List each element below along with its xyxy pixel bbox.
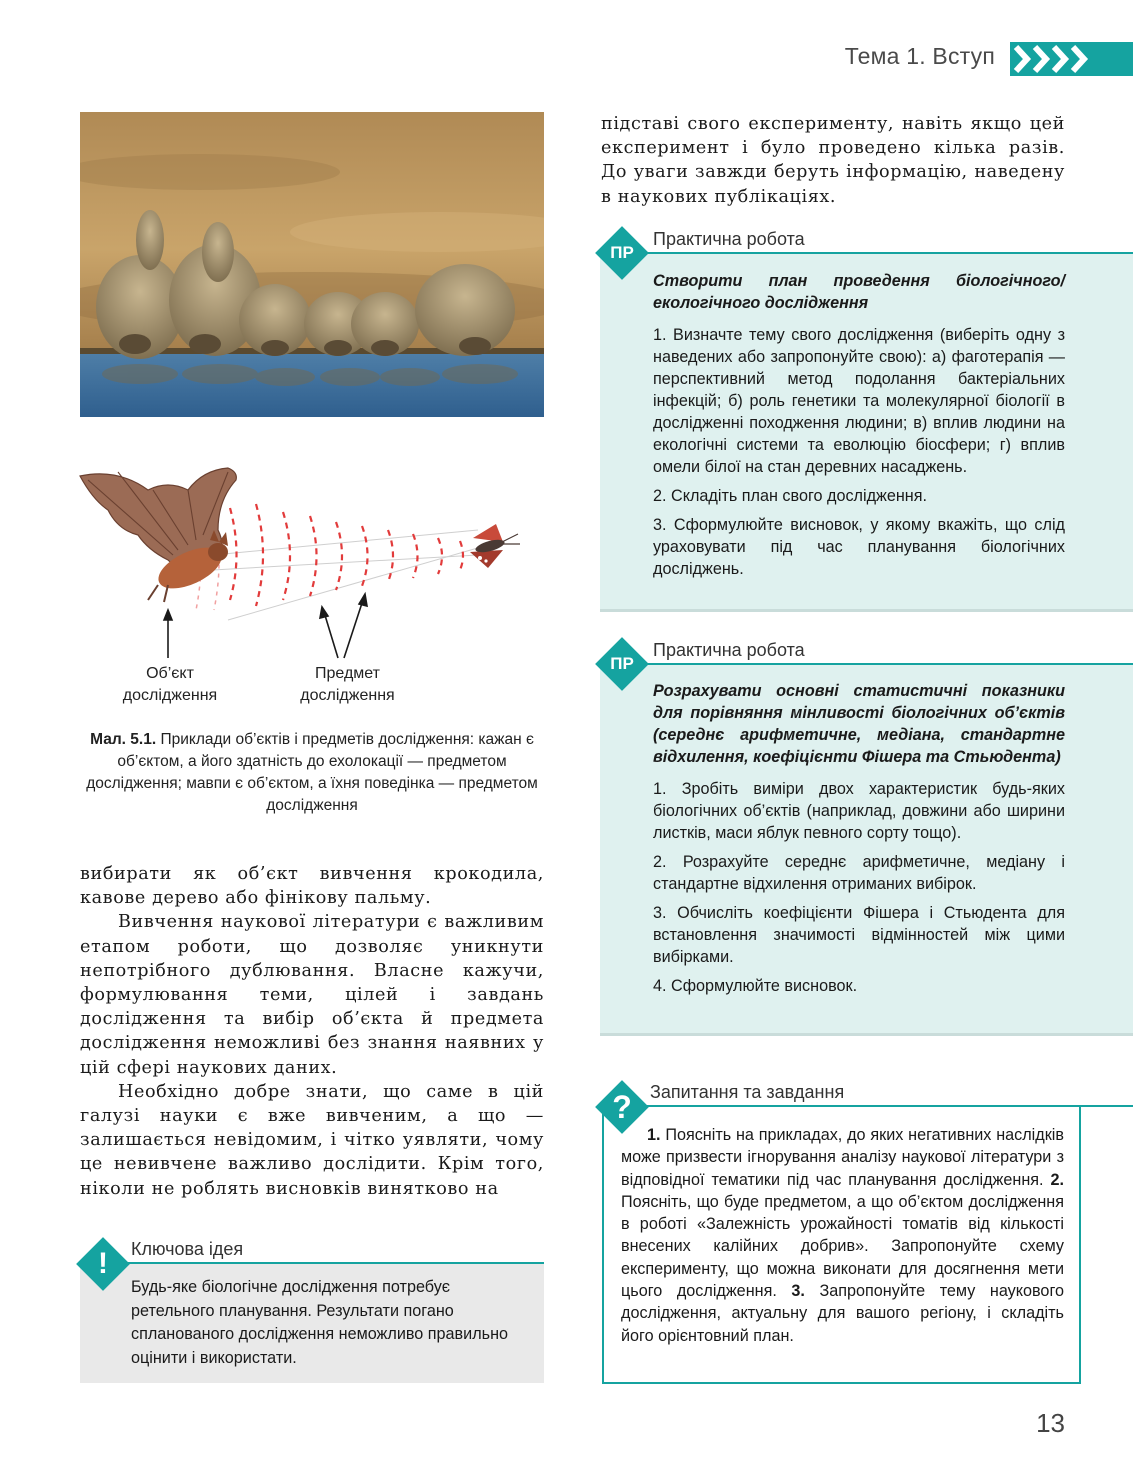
page-number: 13 bbox=[1036, 1408, 1065, 1438]
right-body-text bbox=[601, 112, 1065, 209]
practical-step: 1. Визначте тему свого дослідження (виберіть одну з наведених або запропонуйте свою): а) фаготерапія — перспективний метод подолання бактеріальних інфекцій; б) роль генетики та молекулярної біології в дослідженні походження людини; в) вплив людини на екологічні системи та еволюцію біосфери; г) вплив омели білої на стан деревних насаджень. bbox=[653, 326, 1065, 476]
practical-step: 2. Складіть план свого дослідження. bbox=[653, 487, 928, 505]
left-body-text bbox=[80, 862, 544, 1201]
questions-title: Запитання та завдання bbox=[650, 1082, 845, 1102]
object-label-line1: Об’єкт bbox=[146, 665, 194, 682]
baboons-drinking-photo bbox=[80, 112, 544, 417]
practical-work-2-content bbox=[653, 680, 1065, 1004]
question-number: 3. bbox=[791, 1282, 805, 1301]
practical-work-1-divider bbox=[600, 252, 1133, 254]
chapter-title: Тема 1. Вступ bbox=[844, 43, 995, 69]
subject-label bbox=[285, 663, 410, 707]
practical-badge-label: ПР bbox=[610, 654, 634, 673]
object-label-line2: дослідження bbox=[122, 687, 218, 704]
subject-label-line1: Предмет bbox=[315, 665, 380, 682]
object-label bbox=[110, 663, 230, 707]
question-text: Поясніть на прикладах, до яких негативних наслідків може призвести ігнорування аналізу наукової літератури з відповідної тематики під час планування дослідження. bbox=[621, 1126, 1064, 1189]
practical-task: Розрахувати основні статистичні показники для порівняння мінливості біологічних об’єктів (середнє арифметичне, медіана, стандартне відхилення, коефіцієнти Фішера та Стьюдента) bbox=[653, 682, 1065, 766]
body-paragraph: підставі свого експерименту, навіть якщо цей експеримент і було проведено кілька разів. До уваги завжди беруть інформацію, наведену в наукових публікаціях. bbox=[601, 114, 1065, 207]
practical-step: 4. Сформулюйте висновок. bbox=[653, 977, 858, 995]
practical-work-1-title: Практична робота bbox=[653, 229, 805, 249]
practical-work-2-divider bbox=[600, 663, 1133, 665]
practical-step: 3. Обчисліть коефіцієнти Фішера і Стьюдента для встановлення значимості відмінностей між цими вибірками. bbox=[653, 904, 1065, 966]
practical-work-1-content bbox=[653, 270, 1065, 587]
questions-divider bbox=[602, 1105, 1133, 1107]
practical-step: 2. Розрахуйте середнє арифметичне, медіану і стандартне відхилення отриманих вибірок. bbox=[653, 853, 1065, 893]
question-text: Поясніть, що буде предметом, а що об’єктом дослідження в роботі «Залежність урожайності томатів від кількості внесених калійних добрив». Запропонуйте схему експерименту, що можна виконати для досягнення мети цього дослідження. bbox=[621, 1192, 1064, 1301]
practical-step: 3. Сформулюйте висновок, у якому вкажіть, що слід ураховувати під час планування біологічних досліджень. bbox=[653, 516, 1065, 578]
practical-badge-label: ПР bbox=[610, 243, 634, 262]
practical-task: Створити план проведення біологічного/екологічного дослідження bbox=[653, 272, 1065, 312]
question-number: 2. bbox=[1050, 1170, 1064, 1189]
key-idea-title: Ключова ідея bbox=[131, 1239, 244, 1259]
body-paragraph: Необхідно добре знати, що саме в цій галузі науки є вже вивченим, а що — залишається невідомим, і чітко уявляти, чому це невивчене важливо дослідити. Крім того, ніколи не роблять висновків винятково на bbox=[80, 1081, 544, 1199]
figure-caption bbox=[80, 729, 544, 817]
caption-text: Приклади об’єктів і предметів дослідження: кажан є об’єктом, а його здатність до ехолокації — предметом дослідження; мавпи є об’єктом, а їхня поведінка — предметом дослідження bbox=[86, 731, 538, 814]
body-paragraph: вибирати як об’єкт вивчення крокодила, кавове дерево або фінікову пальму. bbox=[80, 864, 544, 909]
bat-echolocation-illustration bbox=[78, 460, 548, 660]
key-idea-divider bbox=[80, 1262, 544, 1264]
question-number: 1. bbox=[647, 1126, 661, 1144]
caption-label: Мал. 5.1. bbox=[90, 731, 157, 748]
questions-text bbox=[621, 1124, 1064, 1347]
practical-step: 1. Зробіть виміри двох характеристик будь-яких біологічних об’єктів (наприклад, довжини або ширини листків, маси яблук певного сорту тощо). bbox=[653, 780, 1065, 842]
subject-label-line2: дослідження bbox=[300, 687, 395, 704]
practical-work-2-title: Практична робота bbox=[653, 640, 805, 660]
question-mark-icon: ? bbox=[612, 1089, 632, 1125]
body-paragraph: Вивчення наукової літератури є важливим етапом роботи, що дозволяє уникнути непотрібного дублювання. Власне кажучи, формулювання теми, цілей і завдань дослідження та вибір об’єкта й предмета дослідження неможливі без знання наявних у цій сфері наукових даних. bbox=[80, 912, 544, 1078]
key-idea-text: Будь-яке біологічне дослідження потребує ретельного планування. Результати погано спланованого дослідження неможливо правильно оцінити і використати. bbox=[131, 1278, 509, 1367]
chapter-arrows-icon bbox=[1010, 42, 1133, 76]
question-text: Запропонуйте тему наукового дослідження, актуальну для вашого регіону, і складіть його орієнтовний план. bbox=[621, 1282, 1064, 1345]
exclamation-icon: ! bbox=[98, 1247, 108, 1280]
